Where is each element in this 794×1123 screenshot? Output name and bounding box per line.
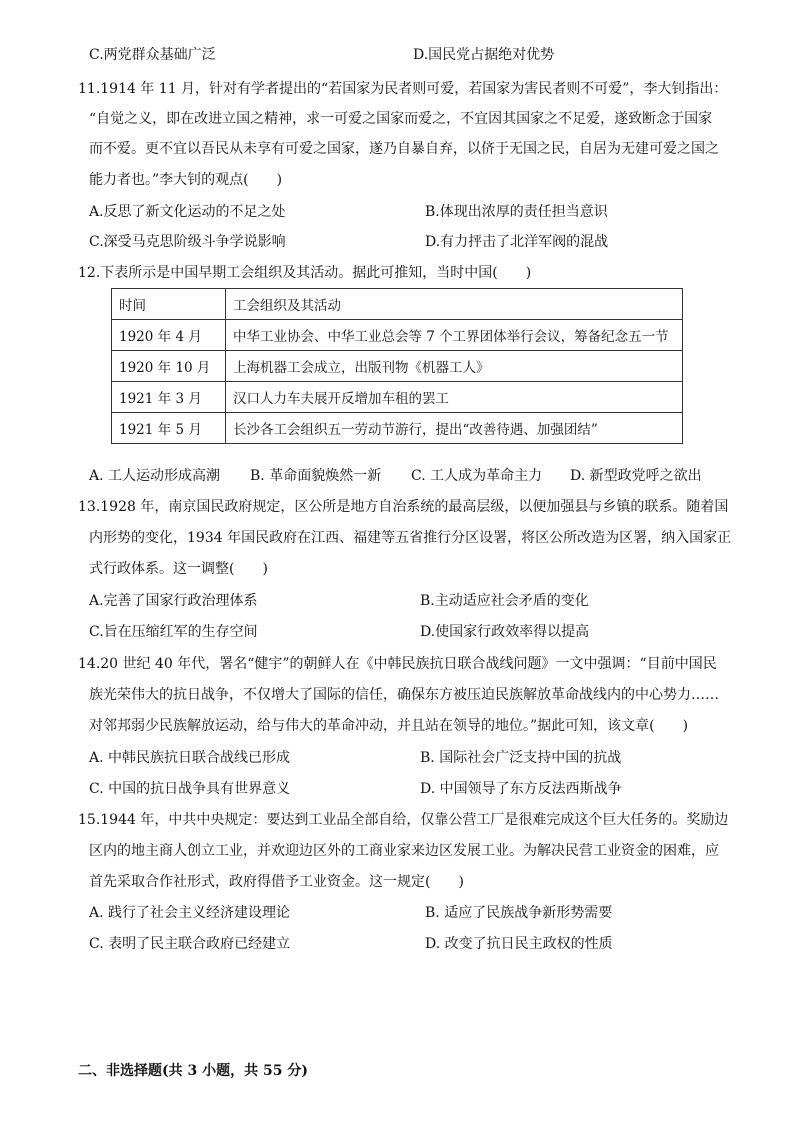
- q11-stem-line-3: 而不爱。更不宜以吾民从未享有可爱之国家，遂乃自暴自弃，以侪于无国之民，自居为无建可爱之国之: [89, 141, 719, 157]
- q14-option-b: B. 国际社会广泛支持中国的抗战: [420, 750, 622, 766]
- table-cell-activity: 汉口人力车夫展开反增加车租的罢工: [226, 382, 683, 413]
- q12-option-d: D. 新型政党呼之欲出: [570, 468, 702, 484]
- q14-stem-line-3: 对邻邦弱少民族解放运动，给与伟大的革命冲动，并且站在领导的地位。”据此可知，该文章( ): [89, 718, 689, 734]
- q14-option-d: D. 中国领导了东方反法西斯战争: [420, 781, 622, 797]
- q12-option-b: B. 革命面貌焕然一新: [250, 468, 382, 484]
- q14-option-c: C. 中国的抗日战争具有世界意义: [89, 781, 291, 797]
- q13-stem-line-3: 式行政体系。这一调整( ): [89, 561, 268, 577]
- q14-stem-line-2: 族光荣伟大的抗日战争，不仅增大了国际的信任，确保东方被压迫民族解放革命战线内的中心势力……: [89, 687, 719, 703]
- q13-stem-line-2: 内形势的变化，1934 年国民政府在江西、福建等五省推行分区设署，将区公所改造为区署，纳入国家正: [89, 530, 732, 546]
- q13-option-a: A.完善了国家行政治理体系: [89, 593, 258, 609]
- q15-option-b: B. 适应了民族战争新形势需要: [425, 905, 613, 921]
- table-cell-time: 1920 年 4 月: [112, 320, 226, 351]
- q15-option-a: A. 践行了社会主义经济建设理论: [89, 905, 291, 921]
- q15-option-c: C. 表明了民主联合政府已经建立: [89, 936, 291, 952]
- q11-stem-line-4: 能力者也。”李大钊的观点( ): [89, 172, 283, 188]
- table-row: [112, 320, 683, 351]
- q14-option-a: A. 中韩民族抗日联合战线已形成: [89, 750, 291, 766]
- q10-option-d: D.国民党占据绝对优势: [413, 47, 555, 63]
- q11-stem-line-2: “自觉之义，即在改进立国之精神，求一可爱之国家而爱之，不宜因其国家之不足爱，遂致断念于国家: [89, 111, 713, 127]
- table-row: [112, 413, 683, 444]
- q14-stem-line-1: 14.20 世纪 40 年代，署名“健宇”的朝鲜人在《中韩民族抗日联合战线问题》一文中强调：“目前中国民: [78, 656, 717, 672]
- q13-option-b: B.主动适应社会矛盾的变化: [420, 593, 589, 609]
- table-cell-activity: 上海机器工会成立，出版刊物《机器工人》: [226, 351, 683, 382]
- table-cell-activity: 中华工业协会、中华工业总会等 7 个工界团体举行会议，筹备纪念五一节: [226, 320, 683, 351]
- q11-option-a: A.反思了新文化运动的不足之处: [89, 204, 286, 220]
- q11-option-c: C.深受马克思阶级斗争学说影响: [89, 234, 286, 250]
- q15-option-d: D. 改变了抗日民主政权的性质: [425, 936, 613, 952]
- q12-stem: 12.下表所示是中国早期工会组织及其活动。据此可推知，当时中国( ): [78, 265, 532, 281]
- q12-option-a: A. 工人运动形成高潮: [89, 468, 221, 484]
- q11-stem-line-1: 11.1914 年 11 月，针对有学者提出的“若国家为民者则可爱，若国家为害民者则不可爱”，李大钊指出：: [78, 81, 728, 97]
- q10-option-c: C.两党群众基础广泛: [89, 47, 216, 63]
- q11-option-b: B.体现出浓厚的责任担当意识: [425, 204, 608, 220]
- table-header-time: 时间: [112, 289, 226, 320]
- q15-stem-line-1: 15.1944 年，中共中央规定：要达到工业品全部自给，仅靠公营工厂是很难完成这个巨大任务的。奖励边: [78, 812, 729, 828]
- q15-stem-line-3: 首先采取合作社形式，政府得借予工业资金。这一规定( ): [89, 874, 464, 890]
- table-row: [112, 351, 683, 382]
- table-header-activity: 工会组织及其活动: [226, 289, 683, 320]
- table-cell-time: 1921 年 3 月: [112, 382, 226, 413]
- table-cell-activity: 长沙各工会组织五一劳动节游行，提出“改善待遇、加强团结”: [226, 413, 683, 444]
- q13-option-c: C.旨在压缩红军的生存空间: [89, 624, 258, 640]
- q12-option-c: C. 工人成为革命主力: [411, 468, 543, 484]
- q11-option-d: D.有力抨击了北洋军阀的混战: [425, 234, 609, 250]
- section-2-heading: 二、非选择题(共 3 小题，共 55 分): [78, 1063, 308, 1079]
- table-row: [112, 382, 683, 413]
- q12-table: [111, 288, 683, 444]
- table-cell-time: 1921 年 5 月: [112, 413, 226, 444]
- q15-stem-line-2: 区内的地主商人创立工业，并欢迎边区外的工商业家来边区发展工业。为解决民营工业资金的困难，应: [89, 843, 719, 859]
- q13-option-d: D.使国家行政效率得以提高: [420, 624, 590, 640]
- table-header-row: [112, 289, 683, 320]
- table-cell-time: 1920 年 10 月: [112, 351, 226, 382]
- q13-stem-line-1: 13.1928 年，南京国民政府规定，区公所是地方自治系统的最高层级，以便加强县与乡镇的联系。随着国: [78, 499, 729, 515]
